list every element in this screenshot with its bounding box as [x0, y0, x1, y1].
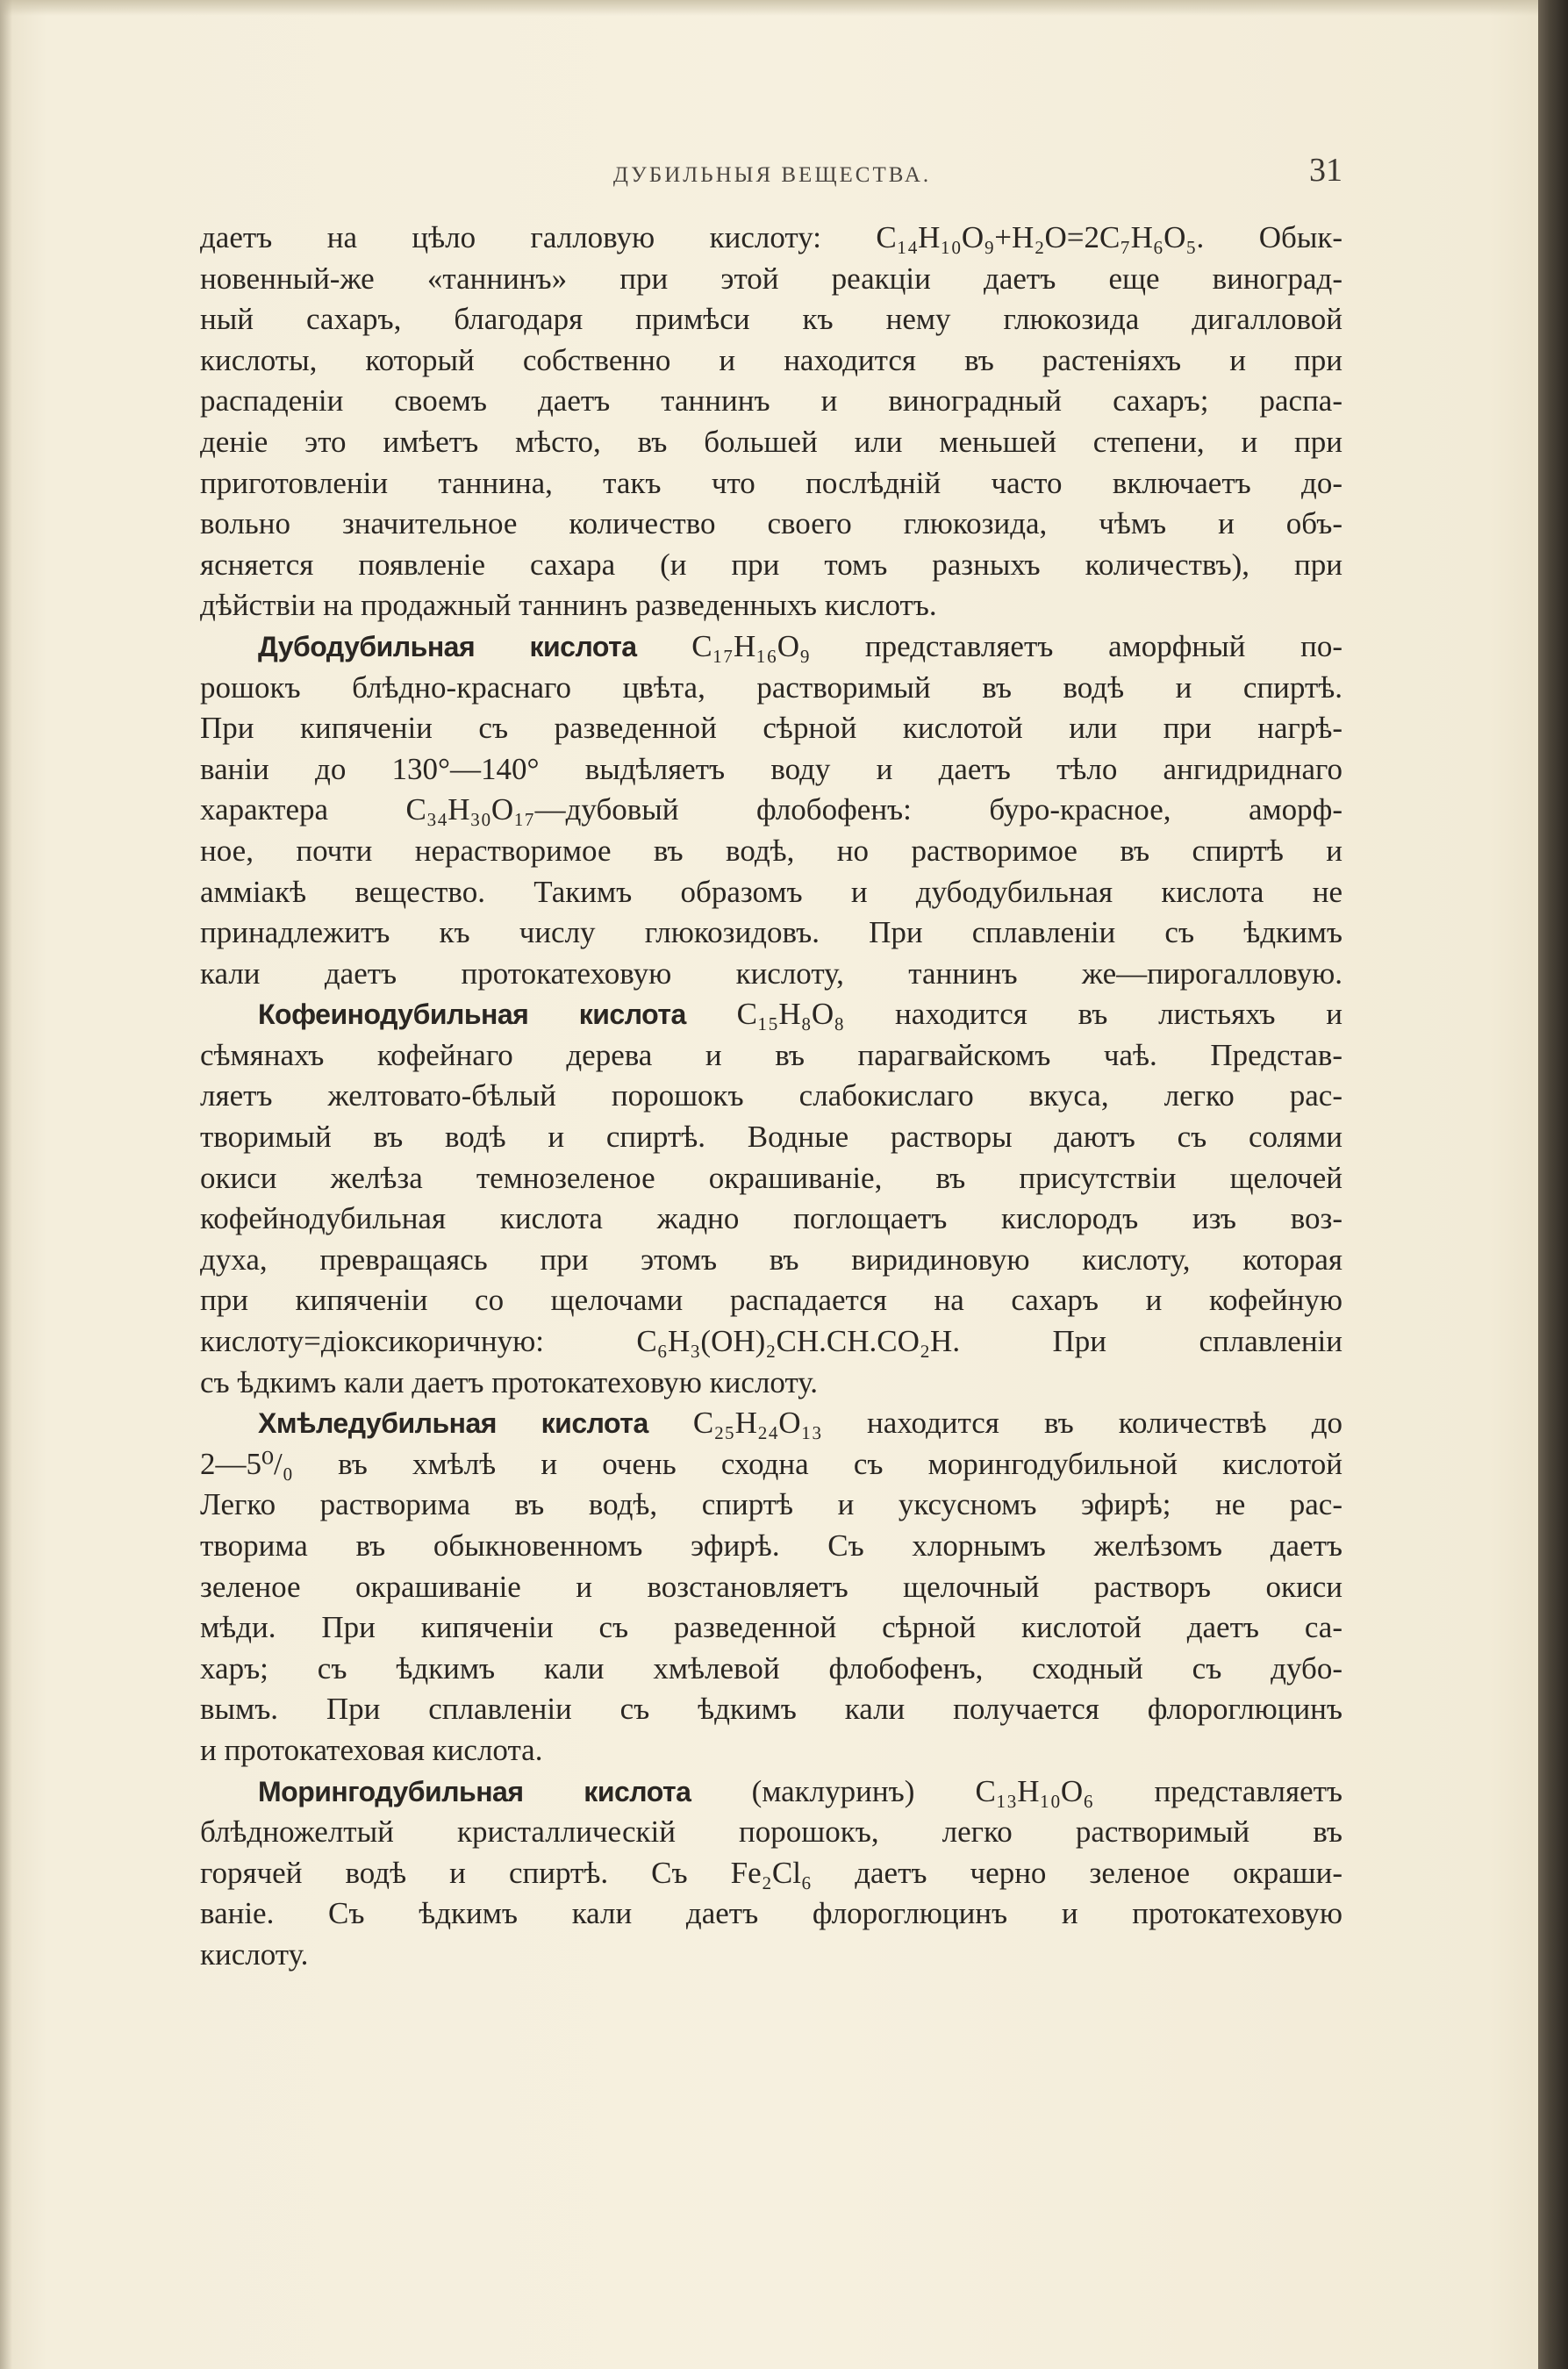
text-line: кислоту. — [200, 1936, 309, 1972]
text-line: рошокъ блѣдно-краснаго цвѣта, растворимый въ водѣ и спиртѣ. — [200, 669, 1342, 705]
text-line: кофейнодубильная кислота жадно поглощаетъ кислородъ изъ воз- — [200, 1201, 1342, 1236]
text-line: вымъ. При сплавленіи съ ѣдкимъ кали получается флороглюцинъ — [200, 1692, 1342, 1727]
text-line: характера C₃₄H₃₀O₁₇—дубовый флобофенъ: буро-красное, аморф- — [200, 792, 1342, 827]
term-heading: Кофеинодубильная кислота — [258, 998, 686, 1031]
term-heading: Дубодубильная кислота — [258, 630, 637, 662]
text-line: кислоту=діоксикоричную: C₆H₃(OH)₂CH.CH.CO₂H. При сплавленіи — [200, 1324, 1342, 1359]
text-line: кислоты, который собственно и находится въ растеніяхъ и при — [200, 342, 1342, 377]
scan-shadow-left — [0, 0, 12, 2369]
text-line: ваніи до 130°—140° выдѣляетъ воду и даетъ тѣло ангидриднаго — [200, 751, 1342, 786]
text-line: окиси желѣза темнозеленое окрашиваніе, въ присутствіи щелочей — [200, 1160, 1342, 1195]
text-line: духа, превращаясь при этомъ въ виридиновую кислоту, которая — [200, 1242, 1342, 1277]
text-line: зеленое окрашиваніе и возстановляетъ щелочный растворъ окиси — [200, 1569, 1342, 1604]
text-line: ное, почти нерастворимое въ водѣ, но растворимое въ спиртѣ и — [200, 833, 1342, 868]
text-line: ясняется появленіе сахара (и при томъ разныхъ количествъ), при — [200, 547, 1342, 582]
paragraph-continuation — [200, 218, 1342, 626]
paragraph-moringodubilnaya — [200, 1771, 1342, 1976]
scan-binding-edge — [1538, 0, 1568, 2369]
text-line: съ ѣдкимъ кали даетъ протокатеховую кислоту. — [200, 1364, 819, 1399]
text-line: 2—5⁰/₀ въ хмѣлѣ и очень сходна съ морингодубильной кислотой — [200, 1446, 1342, 1481]
text-line: харъ; съ ѣдкимъ кали хмѣлевой флобофенъ, сходный съ дубо- — [200, 1650, 1342, 1685]
text-run: C₁₅H₈O₈ находится въ листьяхъ и — [685, 997, 1342, 1032]
running-title: ДУБИЛЬНЫЯ ВЕЩЕСТВА. — [612, 163, 932, 187]
paragraph-dubodubilnaya — [200, 626, 1342, 994]
text-line: ный сахаръ, благодаря примѣси къ нему глюкозида дигалловой — [200, 302, 1342, 337]
text-run: C₁₇H₁₆O₉ представляетъ аморфный по- — [636, 628, 1342, 663]
page-number: 31 — [1309, 152, 1342, 189]
running-head — [202, 151, 1342, 195]
text-line: и протокатеховая кислота. — [200, 1732, 543, 1767]
text-line: даетъ на цѣло галловую кислоту: C₁₄H₁₀O₉+H₂O=2C₇H₆O₅. Обык- — [200, 220, 1342, 254]
text-line: ляетъ желтовато-бѣлый порошокъ слабокислаго вкуса, легко рас- — [200, 1078, 1342, 1113]
text-line: амміакѣ вещество. Такимъ образомъ и дубодубильная кислота не — [200, 874, 1342, 909]
text-line: При кипяченіи съ разведенной сѣрной кислотой или при нагрѣ- — [200, 711, 1342, 746]
text-line: распаденіи своемъ даетъ таннинъ и виноградный сахаръ; распа- — [200, 383, 1342, 419]
paragraph-kofeinodubilnaya — [200, 994, 1342, 1403]
body-text — [200, 218, 1342, 1976]
text-line: ваніе. Съ ѣдкимъ кали даетъ флороглюцинъ и протокатеховую — [200, 1896, 1342, 1931]
text-line: принадлежитъ къ числу глюкозидовъ. При сплавленіи съ ѣдкимъ — [200, 915, 1342, 950]
text-line: мѣди. При кипяченіи съ разведенной сѣрной кислотой даетъ са- — [200, 1610, 1342, 1645]
term-heading: Хмѣледубильная кислота — [258, 1407, 648, 1440]
text-line: новенный-же «таннинъ» при этой реакціи даетъ еще виноград- — [200, 261, 1342, 296]
term-heading: Морингодубильная кислота — [258, 1775, 691, 1807]
text-line: творима въ обыкновенномъ эфирѣ. Съ хлорнымъ желѣзомъ даетъ — [200, 1528, 1342, 1563]
text-line: сѣмянахъ кофейнаго дерева и въ парагвайскомъ чаѣ. Представ- — [200, 1037, 1342, 1072]
text-run: (маклуринъ) C₁₃H₁₀O₆ представляетъ — [691, 1773, 1342, 1808]
text-line: творимый въ водѣ и спиртѣ. Водные растворы даютъ съ солями — [200, 1120, 1342, 1155]
text-line: блѣдножелтый кристаллическій порошокъ, легко растворимый въ — [200, 1814, 1342, 1850]
text-line: приготовленіи таннина, такъ что послѣдній часто включаетъ до- — [200, 465, 1342, 500]
text-line: горячей водѣ и спиртѣ. Съ Fe₂Cl₆ даетъ черно зеленое окраши- — [200, 1855, 1342, 1890]
text-line — [200, 626, 1342, 668]
text-line — [200, 994, 1342, 1035]
paragraph-khmeledubilnaya — [200, 1403, 1342, 1771]
text-run: C₂₅H₂₄O₁₃ находится въ количествѣ до — [648, 1406, 1342, 1441]
text-line — [200, 1771, 1342, 1813]
scan-shadow-top — [0, 0, 1568, 16]
text-line: деніе это имѣетъ мѣсто, въ большей или меньшей степени, и при — [200, 424, 1342, 459]
text-line: дѣйствіи на продажный таннинъ разведенныхъ кислотъ. — [200, 588, 937, 623]
text-line: Легко растворима въ водѣ, спиртѣ и уксусномъ эфирѣ; не рас- — [200, 1487, 1342, 1522]
text-line: кали даетъ протокатеховую кислоту, таннинъ же—пирогалловую. — [200, 955, 1342, 991]
text-line: вольно значительное количество своего глюкозида, чѣмъ и объ- — [200, 506, 1342, 541]
text-line: при кипяченіи со щелочами распадается на сахаръ и кофейную — [200, 1283, 1342, 1318]
text-line — [200, 1403, 1342, 1444]
